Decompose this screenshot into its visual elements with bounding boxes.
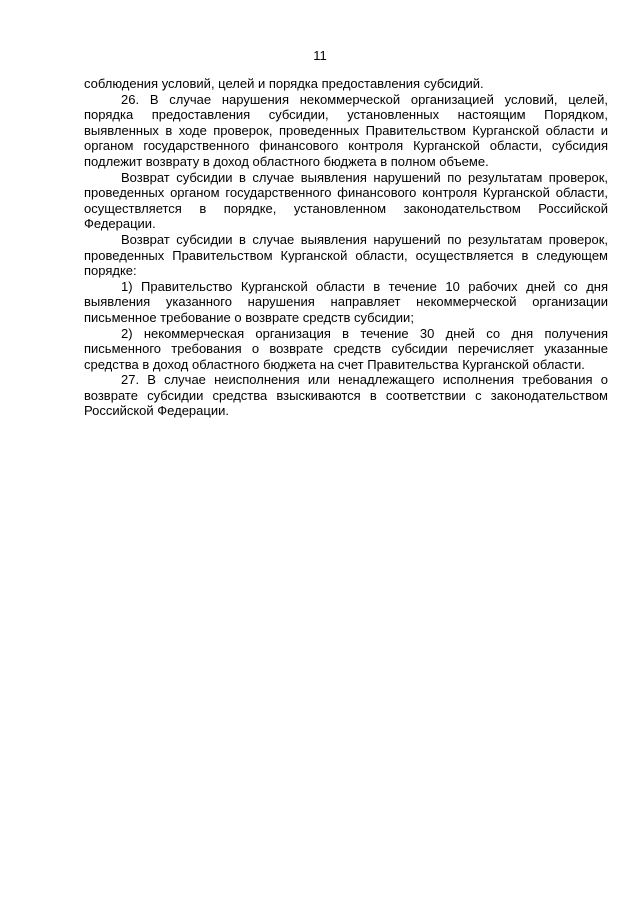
paragraph-clause-27: 27. В случае неисполнения или ненадлежащего исполнения требования о возврате субсидии средства взыскиваются в соответствии с законодательством Российской Федерации. [84, 372, 608, 419]
page-number: 11 [313, 48, 327, 63]
paragraph-item-2: 2) некоммерческая организация в течение 30 дней со дня получения письменного требования о возврате средств субсидии перечисляет указанные средства в доход областного бюджета на счет Правительства Курганской области. [84, 325, 608, 372]
paragraph-continuation: соблюдения условий, целей и порядка предоставления субсидий. [84, 76, 484, 91]
paragraph-item-1: 1) Правительство Курганской области в течение 10 рабочих дней со дня выявления указанного нарушения направляет некоммерческой организации письменное требование о возврате средств субсидии; [84, 278, 608, 325]
paragraph-clause-26: 26. В случае нарушения некоммерческой организацией условий, целей, порядка предоставления субсидии, установленных настоящим Порядком, выявленных в ходе проверок, проведенных Правительством Курганской области и органом государственного финансового контроля Курганской области, субсидия подлежит возврату в доход областного бюджета в полном объеме. [84, 91, 608, 169]
document-body [84, 76, 608, 419]
paragraph-refund-government: Возврат субсидии в случае выявления нарушений по результатам проверок, проведенных Правительством Курганской области, осуществляется в следующем порядке: [84, 231, 608, 279]
paragraph-refund-financial-control: Возврат субсидии в случае выявления нарушений по результатам проверок, проведенных органом государственного финансового контроля Курганской области, осуществляется в порядке, установленном законодательством Российской Федерации. [84, 169, 608, 232]
